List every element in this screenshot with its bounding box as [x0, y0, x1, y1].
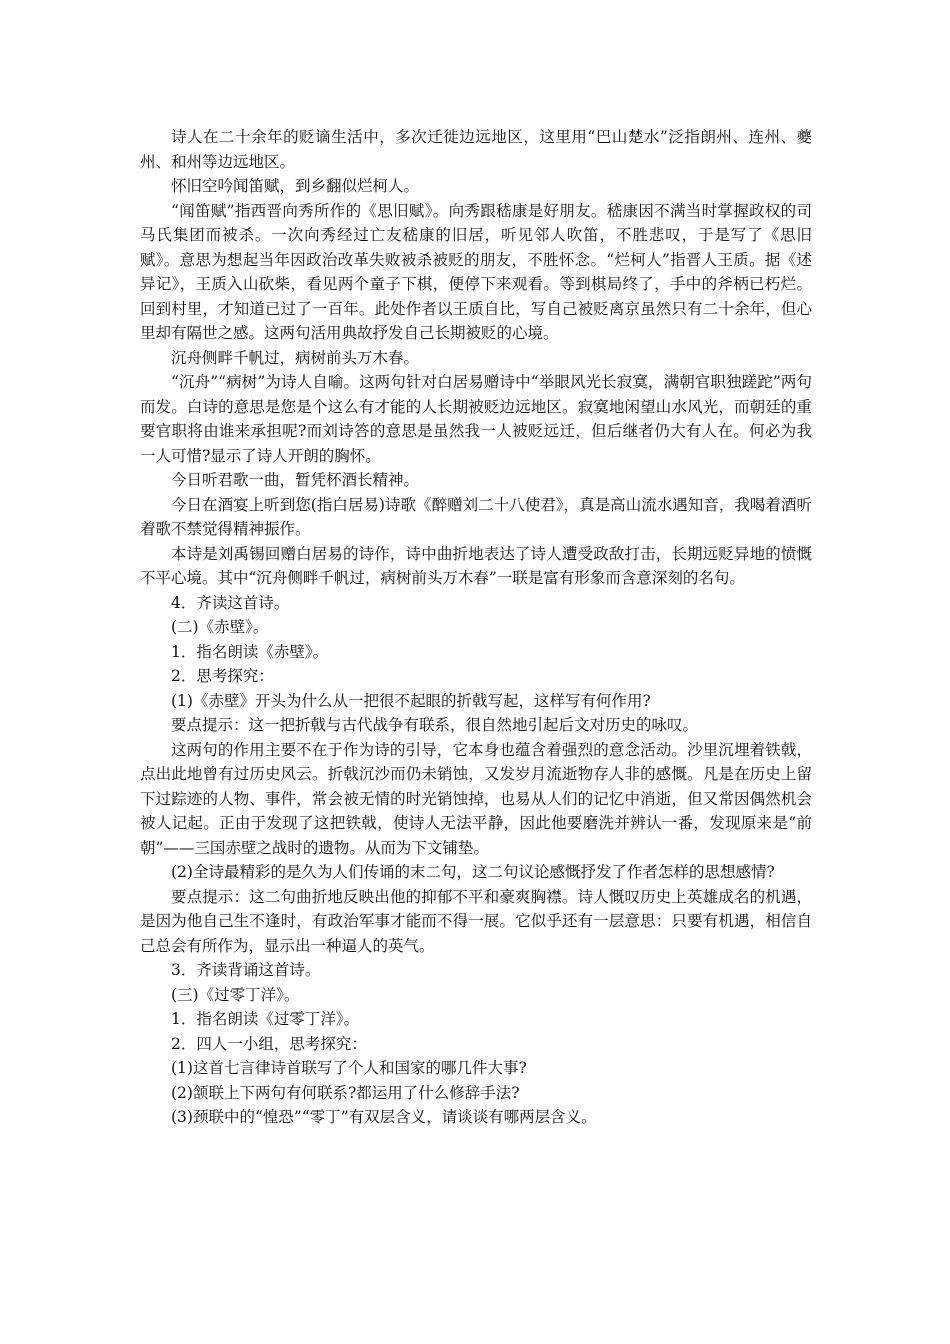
- paragraph-9: 4．齐读这首诗。: [171, 593, 290, 612]
- paragraph-1: 诗人在二十余年的贬谪生活中，多次迁徙边远地区，这里用“巴山楚水”泛指朗州、连州、夔州、和州等边远地区。: [140, 128, 812, 171]
- paragraph-4: 沉舟侧畔千帆过，病树前头万木春。: [171, 348, 420, 367]
- paragraph-23: (2)颔联上下两句有何联系?都运用了什么修辞手法?: [171, 1083, 520, 1102]
- paragraph-14: 要点提示：这一把折戟与古代战争有联系，很自然地引起后文对历史的咏叹。: [171, 716, 699, 734]
- paragraph-20: 1．指名朗读《过零丁洋》。: [171, 1010, 360, 1028]
- paragraph-6: 今日听君歌一曲，暂凭杯酒长精神。: [171, 471, 420, 489]
- paragraph-8: 本诗是刘禹锡回赠白居易的诗作，诗中曲折地表达了诗人遭受政敌打击，长期远贬异地的愤慨不平心境。其中“沉舟侧畔千帆过，病树前头万木春”一联是富有形象而含意深刻的名句。: [140, 544, 812, 587]
- paragraph-24: (3)颈联中的“惶恐”“零丁”有双层含义，请谈谈有哪两层含义。: [171, 1108, 597, 1126]
- paragraph-17: 要点提示：这二句曲折地反映出他的抑郁不平和豪爽胸襟。诗人慨叹历史上英雄成名的机遇，是因为他自己生不逢时，有政治军事才能而不得一展。它似乎还有一层意思：只要有机遇，相信自己总会有所作为，显示出一种逼人的英气。: [140, 887, 812, 955]
- paragraph-2: 怀旧空吟闻笛赋，到乡翻似烂柯人。: [171, 177, 420, 195]
- paragraph-16: (2)全诗最精彩的是久为人们传诵的末二句，这二句议论感慨抒发了作者怎样的思想感情?: [171, 863, 775, 881]
- paragraph-7: 今日在酒宴上听到您(指白居易)诗歌《醉赠刘二十八使君》，真是高山流水遇知音，我喝着酒听着歌不禁觉得精神振作。: [140, 495, 812, 538]
- paragraph-22: (1)这首七言律诗首联写了个人和国家的哪几件大事?: [171, 1059, 527, 1077]
- paragraph-21: 2．四人一小组，思考探究：: [171, 1034, 367, 1053]
- paragraph-13: (1)《赤壁》开头为什么从一把很不起眼的折戟写起，这样写有何作用?: [171, 691, 651, 710]
- paragraph-18: 3．齐读背诵这首诗。: [171, 961, 321, 979]
- paragraph-12: 2．思考探究：: [171, 667, 274, 685]
- paragraph-10: (二)《赤壁》。: [171, 618, 269, 636]
- paragraph-19: (三)《过零丁洋》。: [171, 985, 300, 1004]
- document-page: [140, 125, 812, 1130]
- paragraph-11: 1．指名朗读《赤壁》。: [171, 642, 329, 661]
- paragraph-15: 这两句的作用主要不在于作为诗的引导，它本身也蕴含着强烈的意念活动。沙里沉埋着铁戟，点出此地曾有过历史风云。折戟沉沙而仍未销蚀，又发岁月流逝物存人非的感慨。凡是在历史上留下过踪迹的人物、事件，常会被无情的时光销蚀掉，也易从人们的记忆中消逝，但又常因偶然机会被人记起。正由于发现了这把铁戟，使诗人无法平静，因此他要磨洗并辨认一番，发现原来是“前朝”——三国赤壁之战时的遗物。从而为下文铺垫。: [140, 740, 812, 857]
- paragraph-3: “闻笛赋”指西晋向秀所作的《思旧赋》。向秀跟嵇康是好朋友。嵇康因不满当时掌握政权的司马氏集团而被杀。一次向秀经过亡友嵇康的旧居，听见邻人吹笛，不胜悲叹，于是写了《思旧赋》。意思为想起当年因政治改革失败被杀被贬的朋友，不胜怀念。“烂柯人”指晋人王质。据《述异记》，王质入山砍柴，看见两个童子下棋，便停下来观看。等到棋局终了，手中的斧柄已朽烂。回到村里，才知道已过了一百年。此处作者以王质自比，写自己被贬离京虽然只有二十余年，但心里却有隔世之感。这两句活用典故抒发自己长期被贬的心境。: [140, 201, 812, 342]
- paragraph-5: “沉舟”“病树”为诗人自喻。这两句针对白居易赠诗中“举眼风光长寂寞，满朝官职独蹉跎”两句而发。白诗的意思是您是个这么有才能的人长期被贬边远地区。寂寞地闲望山水风光，而朝廷的重要官职将由谁来承担呢?而刘诗答的意思是虽然我一人被贬远迁，但后继者仍大有人在。何必为我一人可惜?显示了诗人开朗的胸怀。: [140, 373, 812, 465]
